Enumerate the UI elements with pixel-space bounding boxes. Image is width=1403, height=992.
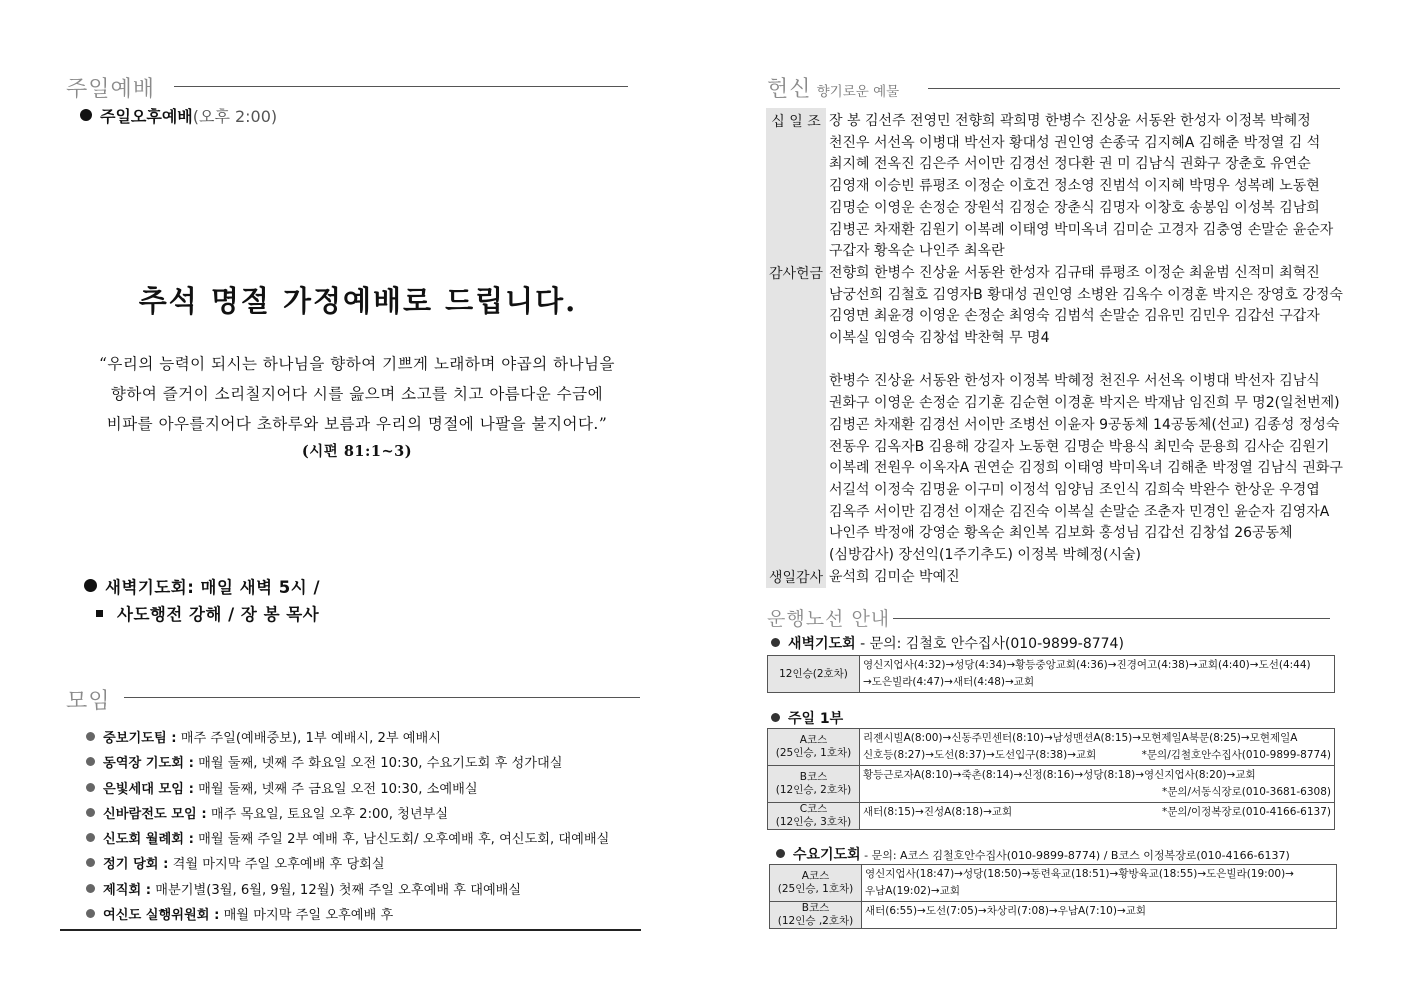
meeting-desc: 격월 마지막 주일 오후예배 후 당회실 [168,857,385,873]
wednesday-route-contact: - 문의: A코스 김철호안수집사(010-9899-8774) / B코스 이정복장로(010-4166-6137) [860,849,1290,862]
dawn-prayer-text: 새벽기도회: 매일 새벽 5시 / [105,578,320,597]
verse-reference: (시편 81:1~3) [301,443,413,460]
offering-section-subtitle: 향기로운 예물 [816,84,900,100]
bullet-icon [86,833,95,842]
dawn-route-contact: - 문의: 김철호 안수집사(010-9899-8774) [855,636,1124,652]
route-stops-line [863,747,1331,764]
route-label [768,766,860,802]
bullet-icon [86,783,95,792]
meeting-item [86,726,609,751]
route-label [768,729,860,765]
dawn-route-name: 새벽기도회 [788,636,856,652]
bullet-icon [84,579,97,592]
sunday-route-table [767,728,1335,830]
route-label-line: C코스 [799,803,828,815]
route-label [768,803,860,829]
route-stops-text: 영신지업사(4:32)→성당(4:34)→황등중앙교회(4:36)→진경여고(4:38)→교회(4:40)→도선(4:44) [863,659,1311,671]
offering-line: 이복례 전원우 이옥자A 권연순 김정희 이태영 박미옥녀 김해춘 박정열 김남식 권화구 [829,460,1343,477]
route-label-line: (25인승, 1호차) [777,883,854,895]
bullet-icon [86,808,95,817]
offering-line: 김명순 이영운 손정순 장원석 김정순 장춘식 김명자 이창호 송봉임 이성복 김남희 [829,199,1320,216]
meeting-item [86,878,609,903]
route-stops [862,902,1336,928]
route-label-line: (12인승 ,2호차) [777,915,854,927]
meeting-item [86,852,609,877]
route-stops [862,865,1336,901]
offering-section-title: 헌신 [767,77,812,102]
route-label-line: A코스 [799,734,828,746]
offering-line: 한병수 진상윤 서동완 한성자 이정복 박혜정 천진우 서선옥 이병대 박선자 김남식 [829,373,1320,390]
route-stops-text: 새터(6:55)→도선(7:05)→차상리(7:08)→우남A(7:10)→교회 [865,905,1147,917]
meeting-item [86,777,609,802]
route-stops [860,803,1334,829]
wednesday-route-table [769,864,1337,929]
offering-line: 최지혜 전옥진 김은주 서이만 김경선 정다환 권 미 김남식 권화구 장춘호 유연순 [829,156,1311,173]
offering-line: 장 봉 김선주 전영민 전향희 곽희명 한병수 진상윤 서동완 한성자 이정복 박혜정 [829,113,1311,129]
route-stops-line [863,657,1331,674]
bullet-icon [86,858,95,867]
offering-line: 김옥주 서이만 김경선 이재순 김진숙 이복실 손말순 조춘자 민경인 윤순자 김영자A [829,503,1330,520]
worship-title-rule [174,86,628,87]
route-contact-note: *문의/김철호안수집사(010-9899-8774) [1141,749,1331,761]
offering-line: 나인주 박정애 강영순 황옥순 최인복 김보화 홍성님 김갑선 김창섭 26공동체 [829,525,1293,542]
meeting-name: 정기 당회 : [103,857,169,873]
route-stops-line [863,767,1331,784]
square-bullet-icon [96,610,103,617]
offering-line: 전향희 한병수 진상윤 서동완 한성자 김규태 류평조 이정순 최윤범 신적미 최혁진 [829,264,1320,281]
route-contact-note: *문의/서동식장로(010-3681-6308) [1161,786,1331,798]
route-stops-line [865,883,1333,900]
route-stops-text: →도은빌라(4:47)→새터(4:48)→교회 [863,676,1035,688]
route-stops-line [865,903,1333,920]
route-stops-text: 신호등(8:27)→도선(8:37)→도선입구(8:38)→교회 [863,749,1097,761]
route-label-line: (12인승, 3호차) [775,816,852,828]
route-row [768,656,1334,692]
sunday-route-header [771,708,843,728]
verse-line: “우리의 능력이 되시는 하나님을 향하여 기쁘게 노래하며 야곱의 하나님을 [98,355,616,373]
offering-category: 생일감사 [768,569,824,586]
route-stops-line [863,784,1331,801]
offering-section-header [767,72,899,103]
route-label-line: 12인승(2호차) [779,667,848,680]
offering-title-rule [928,88,1340,89]
meeting-name: 동역장 기도회 : [103,756,194,772]
route-row [768,802,1334,829]
route-stops-text: 우남A(19:02)→교회 [865,885,961,897]
offering-line: 김영재 이승빈 류평조 이정순 이호건 정소영 진범석 이지혜 박명우 성복례 노동현 [829,178,1320,195]
bullet-icon [86,732,95,741]
meeting-desc: 매월 둘째, 넷째 주 금요일 오전 10:30, 소예배실 [193,781,478,797]
offering-line: 구갑자 황옥순 나인주 최옥란 [829,243,1005,260]
route-stops-text: 새터(8:15)→진성A(8:18)→교회 [863,806,1013,818]
acts-lecture-text: 사도행전 강해 / 장 봉 목사 [117,605,320,624]
offering-line: 이복실 임영숙 김창섭 박찬혁 무 명4 [829,330,1050,347]
route-label-line: (25인승, 1호차) [775,747,852,759]
meeting-name: 신도회 월례회 : [103,832,194,848]
left-bottom-rule [60,929,641,931]
bullet-icon [776,849,785,858]
meetings-section-title: 모임 [66,689,111,714]
offering-line: 남궁선희 김철호 김영자B 황대성 권인영 소병완 김옥수 이경훈 박지은 장영호 강정숙 [829,286,1343,303]
dawn-route-table [767,655,1335,693]
offering-line: 김병곤 차재환 김원기 이복례 이태영 박미옥녀 김미순 고경자 김충영 손말순 윤순자 [829,221,1334,238]
bullet-icon [771,713,780,722]
offering-names [826,263,1343,567]
meeting-desc: 매월 둘째, 넷째 주 화요일 오전 10:30, 수요기도회 후 성가대실 [193,756,563,772]
meeting-item [86,802,609,827]
routes-section-title: 운행노선 안내 [767,608,891,630]
notice-headline: 추석 명절 가정예배로 드립니다. [138,284,578,318]
route-stops-line [865,866,1333,883]
acts-lecture-line [96,601,319,625]
offering-table [766,108,1344,588]
wednesday-route-header [776,844,1290,864]
sunday-route-name: 주일 1부 [788,711,844,727]
dawn-prayer-line [84,574,320,598]
bullet-icon [86,757,95,766]
route-stops [860,656,1334,692]
route-stops-line [863,674,1331,691]
route-label-line: B코스 [799,771,828,783]
offering-line: 천진우 서선옥 이병대 박선자 황대성 권인영 손종국 김지혜A 김해춘 박정열 김 석 [829,134,1321,151]
meeting-name: 제직회 : [103,882,152,898]
dawn-route-header [771,633,1124,653]
meeting-item [86,827,609,852]
route-stops-text: 리젠시빌A(8:00)→신동주민센터(8:10)→남성맨션A(8:15)→모현제일A북문(8:25)→모현제일A [863,732,1298,744]
offering-group [766,263,1344,567]
route-stops-line [863,730,1331,747]
afternoon-service-line [80,104,277,127]
route-row [768,729,1334,765]
route-row [770,865,1336,901]
verse-line: 향하여 즐거이 소리칠지어다 시를 읊으며 소고를 치고 아름다운 수금에 [110,385,604,403]
meeting-name: 여신도 실행위원회 : [103,908,220,924]
offering-line: 김병곤 차재환 김경선 서이만 조병선 이윤자 9공동체 14공동체(선교) 김종성 정성숙 [829,416,1340,433]
offering-line: 서길석 이정숙 김명윤 이구미 이정석 임양님 조인식 김희숙 박완수 한상운 우경엽 [829,481,1320,498]
offering-body [766,111,1344,589]
meeting-desc: 매분기별(3월, 6월, 9월, 12월) 첫째 주일 오후예배 후 대예배실 [151,882,522,898]
route-stops [860,729,1334,765]
route-label [768,656,860,692]
route-label [770,865,862,901]
offering-line: 윤석희 김미순 박예진 [829,568,960,585]
afternoon-service-time: (오후 2:00) [192,107,278,126]
meeting-desc: 매월 마지막 주일 오후예배 후 [219,908,394,924]
route-row [770,901,1336,928]
verse-line: 비파를 아우를지어다 초하루와 보름과 우리의 명절에 나팔을 불지어다.” [106,415,608,433]
wednesday-route-name: 수요기도회 [793,847,861,863]
offering-line: 권화구 이영운 손정순 김기훈 김순현 이경훈 박지은 박재남 임진희 무 명2(일천번제) [829,395,1340,412]
offering-names [826,567,960,589]
offering-names [826,111,1333,263]
route-label [770,902,862,928]
meeting-item [86,903,609,928]
route-stops-line [863,804,1331,821]
meeting-name: 은빛세대 모임 : [103,781,194,797]
bullet-icon [771,638,780,647]
route-label-line: B코스 [801,902,830,914]
route-contact-note: *문의/이정복장로(010-4166-6137) [1161,806,1331,818]
meeting-item [86,751,609,776]
offering-group [766,111,1344,263]
meetings-title-rule [124,697,640,698]
offering-category: 십 일 조 [771,114,821,130]
meeting-desc: 매월 둘째 주일 2부 예배 후, 남신도회/ 오후예배 후, 여신도회, 대예배실 [193,832,610,848]
offering-group [766,567,1344,589]
route-stops [860,766,1334,802]
offering-line: (심방감사) 장선익(1주기추도) 이정복 박혜정(시술) [829,547,1141,564]
route-stops-text: 영신지업사(18:47)→성당(18:50)→동련육교(18:51)→황방육교(18:55)→도은빌라(19:00)→ [865,868,1294,880]
offering-line: 전동우 김옥자B 김용해 강길자 노동현 김명순 박용식 최민숙 문용희 김사순 김원기 [829,438,1330,455]
route-label-line: A코스 [801,870,830,882]
offering-category: 감사헌금 [768,265,824,282]
meeting-desc: 매주 목요일, 토요일 오후 2:00, 청년부실 [206,806,449,822]
meeting-name: 중보기도팀 : [103,731,177,746]
offering-line: 김영면 최윤경 이영운 손정순 최영숙 김범석 손말순 김유민 김민우 김갑선 구갑자 [829,308,1320,325]
worship-section-title: 주일예배 [66,77,156,102]
meeting-name: 신바람전도 모임 : [103,806,207,822]
bullet-icon [80,109,92,121]
meeting-desc: 매주 주일(예배중보), 1부 예배시, 2부 예배시 [176,731,441,746]
routes-title-rule [893,618,1330,619]
afternoon-service-name: 주일오후예배 [100,107,193,126]
route-row [768,765,1334,802]
bullet-icon [86,884,95,893]
meetings-list [86,726,609,928]
route-stops-text: 황등근로자A(8:10)→죽촌(8:14)→신정(8:16)→성당(8:18)→영신지업사(8:20)→교회 [863,769,1256,781]
bible-verse [60,349,654,465]
offering-line [829,350,1343,372]
bullet-icon [86,909,95,918]
route-label-line: (12인승, 2호차) [775,784,852,796]
